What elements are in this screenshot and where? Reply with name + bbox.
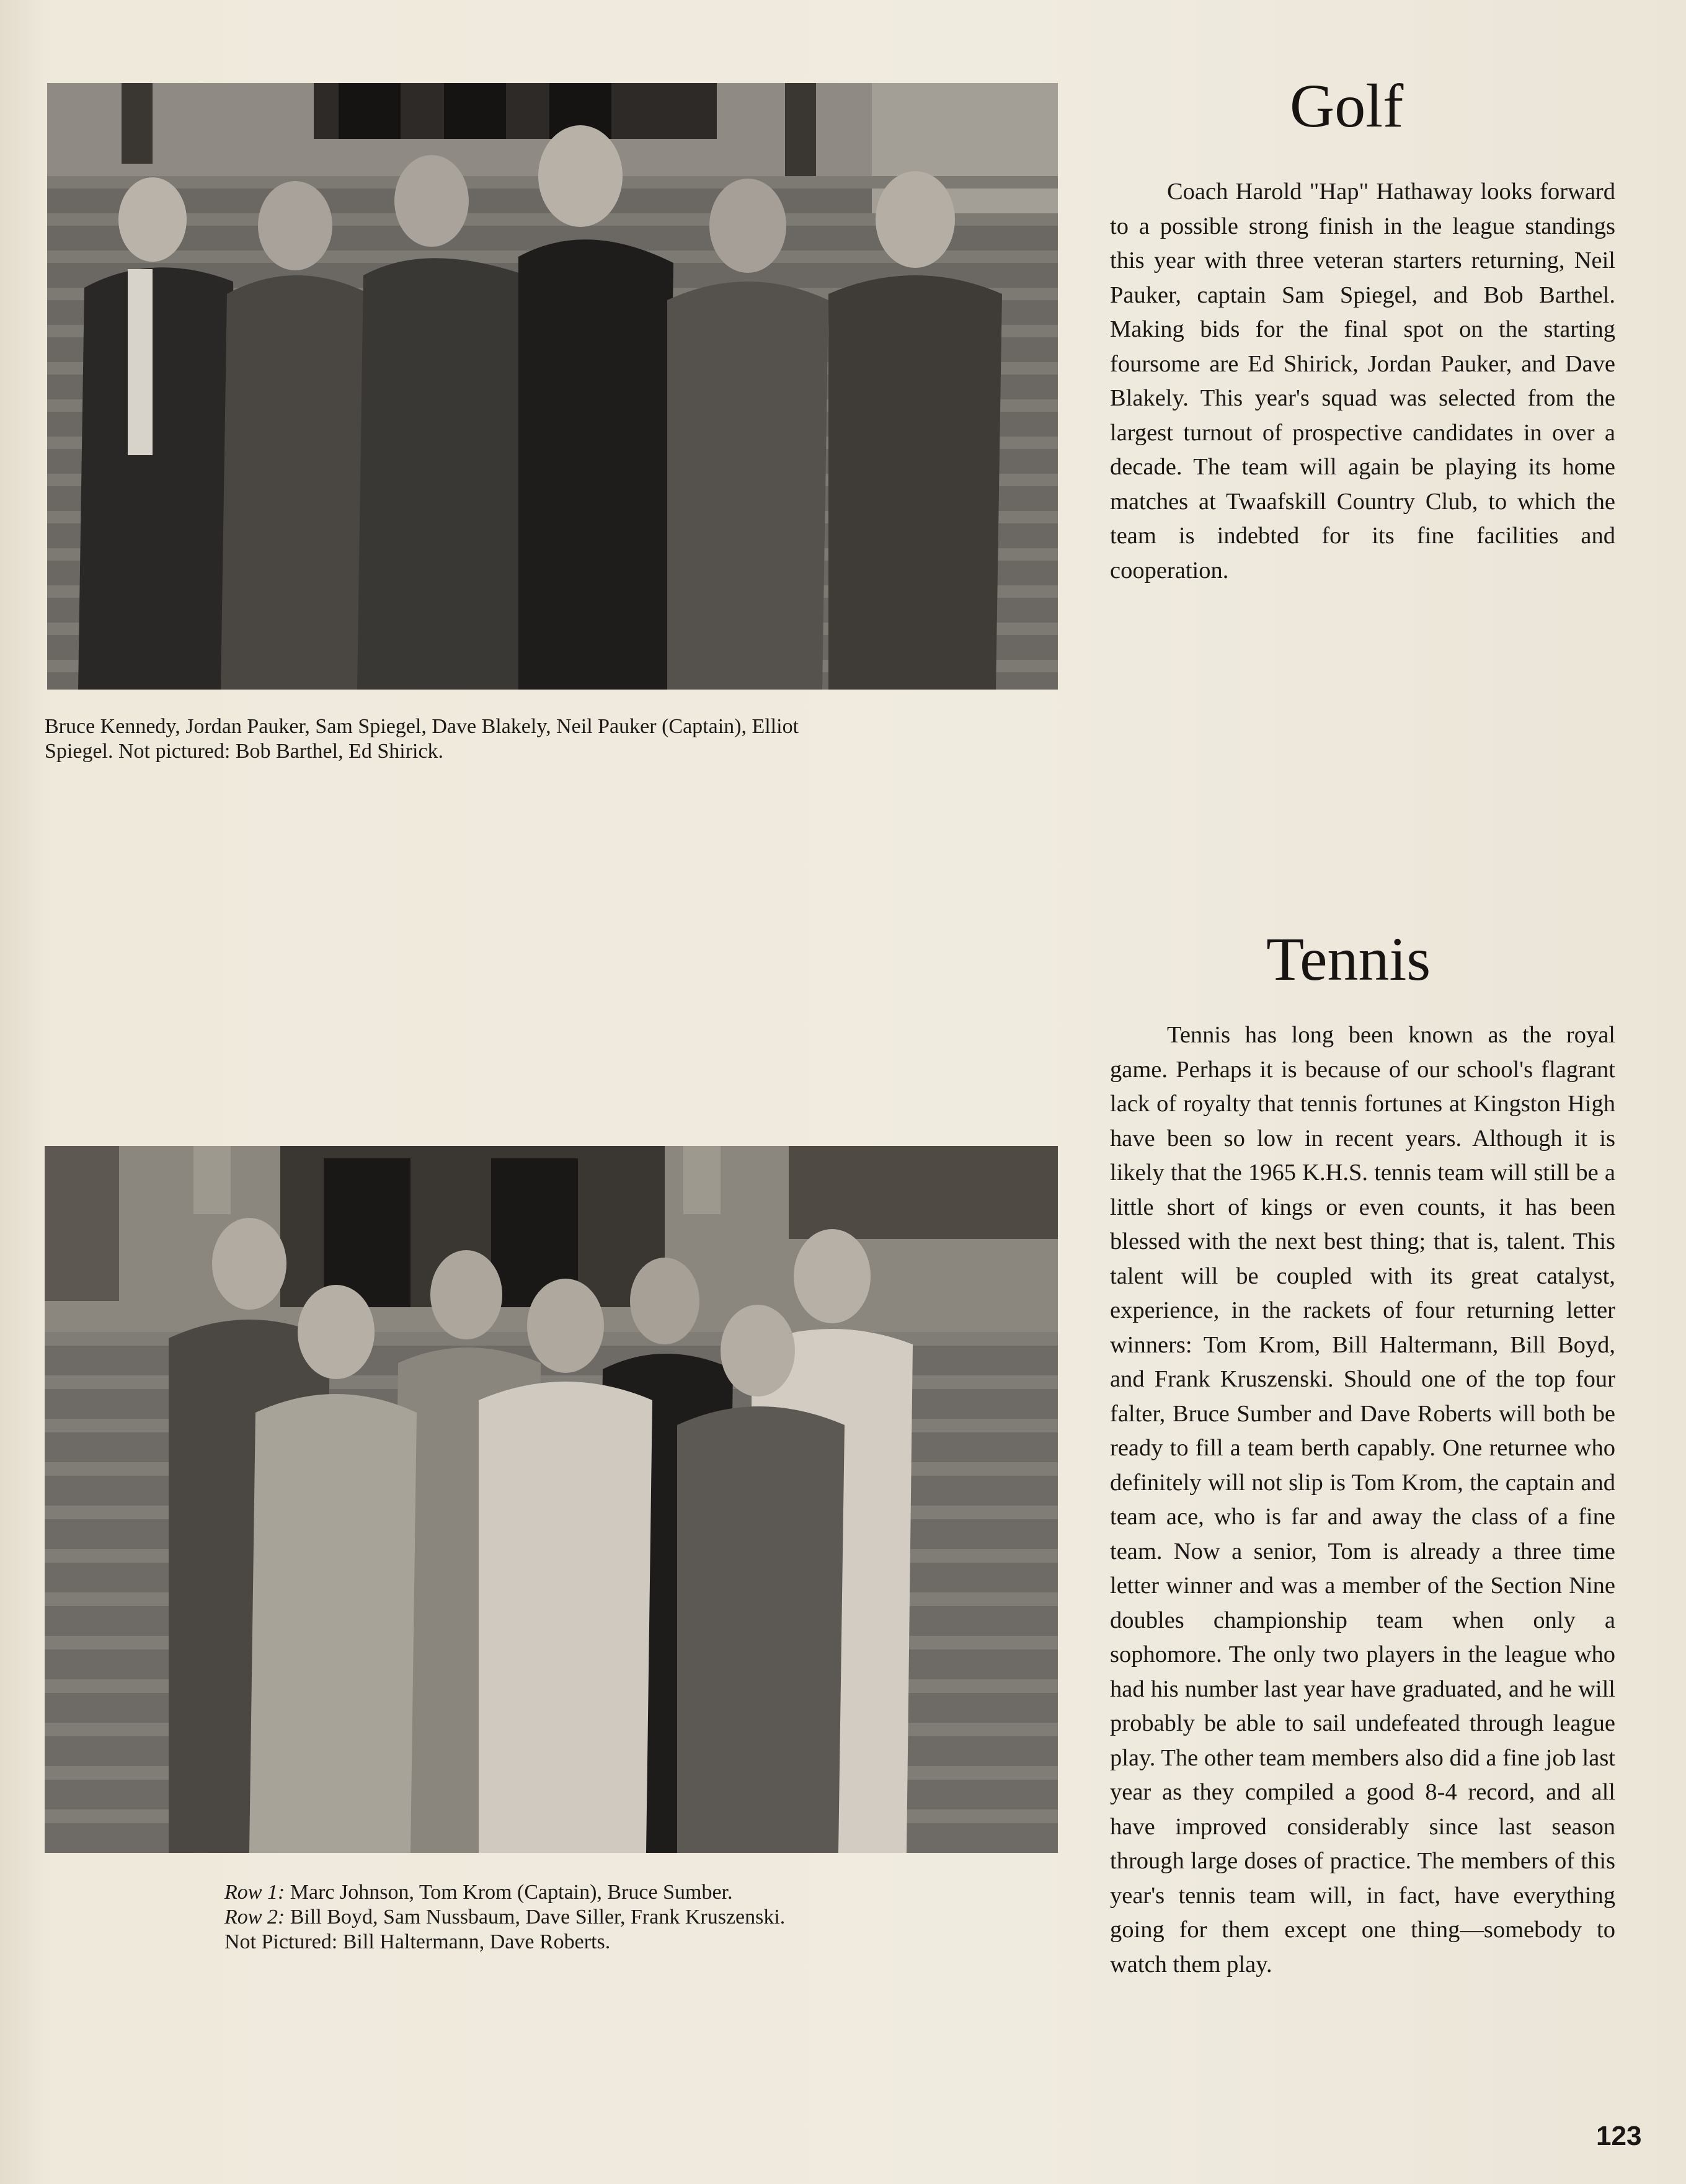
golf-team-photo <box>47 83 1058 690</box>
tennis-article-body: Tennis has long been known as the royal game. Perhaps it is because of our school's flagrant lack of royalty that tennis fortunes at Kingston High have been so low in recent years. Although it is likely that the 1965 K.H.S. tennis team will still be a little short of kings or even counts, it has been blessed with the next best thing; that is, talent. This talent will be coupled with its great catalyst, experience, in the rackets of four returning letter winners: Tom Krom, Bill Haltermann, Bill Boyd, and Frank Kruszenski. Should one of the top four falter, Bruce Sumber and Dave Roberts will both be ready to fill a team berth capably. One returnee who definitely will not slip is Tom Krom, the captain and team ace, who is far and away the class of a fine team. Now a senior, Tom is already a three time letter winner and was a member of the Section Nine doubles championship team when only a sophomore. The only two players in the league who had his number last year have graduated, and he will probably be able to sail undefeated through league play. The other team members also did a fine job last year as they compiled a good 8-4 record, and all have improved considerably since last season through large doses of practice. The members of this year's tennis team will, in fact, have everything going for them except one thing—somebody to watch them play. <box>1110 1022 1615 1978</box>
row1-names: Marc Johnson, Tom Krom (Captain), Bruce Sumber. <box>290 1881 733 1904</box>
tennis-caption-row1 <box>224 1880 969 1905</box>
row1-label: Row 1: <box>224 1881 285 1904</box>
tennis-caption-not-pictured: Not Pictured: Bill Haltermann, Dave Roberts. <box>224 1930 611 1953</box>
tennis-team-photo <box>45 1146 1058 1853</box>
page-number: 123 <box>1596 2121 1642 2151</box>
golf-caption-line1: Bruce Kennedy, Jordan Pauker, Sam Spiegel, Dave Blakely, Neil Pauker (Captain), Elliot <box>45 715 799 738</box>
golf-article-body: Coach Harold "Hap" Hathaway looks forward to a possible strong finish in the league standings this year with three veteran starters returning, Neil Pauker, captain Sam Spiegel, and Bob Barthel. Making bids for the final spot on the starting foursome are Ed Shirick, Jordan Pauker, and Dave Blakely. This year's squad was selected from the largest turnout of prospective candidates in over a decade. The team will again be playing its home matches at Twaafskill Country Club, to which the team is indebted for its fine facilities and cooperation. <box>1110 179 1615 584</box>
golf-heading: Golf <box>1290 71 1404 140</box>
tennis-caption-row2 <box>224 1905 969 1930</box>
golf-photo-caption <box>45 714 1055 764</box>
tennis-photo-caption <box>224 1880 969 1955</box>
golf-caption-line2: Spiegel. Not pictured: Bob Barthel, Ed Shirick. <box>45 740 444 763</box>
row2-label: Row 2: <box>224 1906 285 1929</box>
tennis-heading: Tennis <box>1266 925 1431 993</box>
row2-names: Bill Boyd, Sam Nussbaum, Dave Siller, Frank Kruszenski. <box>290 1906 786 1929</box>
